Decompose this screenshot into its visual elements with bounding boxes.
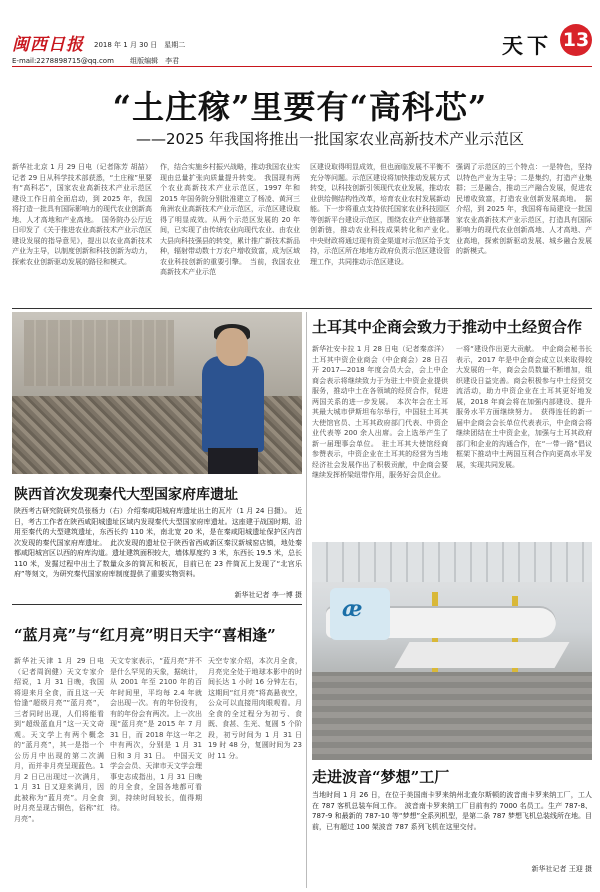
boeing-body: 当地时间 1 月 26 日，在位于美国南卡罗来纳州北查尔斯顿的波音南卡罗来纳工厂，工人在 787 客机总装车间工作。 波音南卡罗来纳工厂目前有约 7000 名员工。生产 787-8、787-9 和最新的 787-10 等“梦想”全系列机型，是第二条 787 梦想飞机总装线所在地。目前，已有超过 100 架波音 787 系列飞机在这里交付。 [312,791,592,831]
photo-hangar-roof [312,542,592,582]
photo-researcher-legs [208,448,258,474]
lead-headline: “土庄稼”里要有“高科芯” [112,88,488,126]
turkey-column-1: 新华社安卡拉 1 月 28 日电（记者秦彦洋）土耳其中资企业商会（中企商会）28 日召开 2017—2018 年度会员大会，会上中企商会表示将继续致力于为驻土中资企业提供服务，推动中土在各领域的经贸合作，促进两国关系的进一步发展。 本次年会在土耳其最大城市伊斯坦布尔举行，中国驻土耳其大使馆官员、土耳其政府部门代表、中资企业代表等 200 余人出席。会上选举产生了新一届理事会单位。 驻土耳其大使馆经商参赞表示，中资企业在土耳其的经营为当地经济社会发展作出了积极贡献，中企商会要继续发挥桥梁纽带作用，服务好会员企业。 [312,345,448,479]
shaanxi-credit: 新华社记者 李一博 摄 [234,591,302,599]
bluemoon-title: “蓝月亮”与“红月亮”明日天宇“喜相逢” [14,626,276,644]
issue-date: 2018 年 1 月 30 日 星期二 [94,41,186,49]
lead-bottom-rule [12,308,592,309]
boeing-title: 走进波音“梦想”工厂 [312,768,450,786]
boeing-credit: 新华社记者 王迎 摄 [531,865,592,873]
shaanxi-bottom-rule [12,604,302,605]
photo-researcher-head [216,328,248,366]
lead-column-4: 强调了示范区的三个特点：一是特色，坚持以特色产业为主导；二是集约，打造产业集群；三是融合，推动三产融合发展，促进农民增收致富，打造农业创新发展高地。 据介绍，到 2025 年，我国将布局建设一批国家农业高新技术产业示范区，打造具有国际影响力的现代农业创新高地、人才高地、产业高地，探索创新驱动发展、城乡融合发展的新模式。 [456,163,592,255]
bluemoon-column-2: 天文专家表示，“蓝月亮”并不是什么罕见的天象，据统计，从 2001 年至 2100 年的百年时间里，平均每 2.4 年就会出现一次。有的年份没有，有的年份会有两次。上一次出现“蓝月亮”是 2015 年 7 月 31 日，而 2018 年这一年之中有两次，分别是 1 月 31 日和 3 月 31 日。 中国天文学会会员、天津市天文学会理事史志成指出，1 月 31 日晚的月全食，全国各地都可看到，持续时间较长，值得期待。 [110,657,202,812]
page-editor: 组版编辑 李君 [130,57,180,65]
turkey-title: 土耳其中企商会致力于推动中土经贸合作 [312,318,583,336]
photo-aircraft-tail: æ [330,588,390,640]
bluemoon-column-3: 天空专家介绍，本次月全食，月亮完全处于地球本影中的时间长达 1 小时 16 分钟左右，这期间“红月亮”将高悬夜空，公众可以直接用肉眼观看。月全食的全过程分为初亏、食既、食甚、生光、复圆 5 个阶段，初亏时间为 1 月 31 日 19 时 48 分，复圆时间为 23 时 11 分。 [208,657,302,760]
column-divider [306,312,307,888]
bluemoon-column-1: 新华社天津 1 月 29 日电（记者周润健）天文专家介绍说，1 月 31 日晚，我国将迎来月全食，而且这一天恰逢“超级月亮”“蓝月亮”，三者同时出现，人们将能看到“超级蓝血月”这一天文奇观。天文学上有两个概念的“蓝月亮”，其一是指一个公历月中出现的第二次满月，而并非月亮呈现蓝色。1 月 2 日已出现过一次满月，1 月 31 日又迎来满月，因此被称为“蓝月亮”。月全食时月亮呈现古铜色，俗称“红月亮”。 [14,657,104,823]
masthead [0,0,600,72]
photo-aircraft-wing [394,642,569,668]
shaanxi-title: 陕西首次发现秦代大型国家府库遗址 [14,487,238,503]
photo-factory-floor [312,672,592,760]
masthead-contact [12,56,193,66]
section-title: 天下 [502,33,552,58]
lead-subhead: ——2025 年我国将推出一批国家农业高新技术产业示范区 [136,130,524,148]
shaanxi-body: 陕西考古研究院研究员张杨力（右）介绍秦咸阳城府库遗址出土的瓦片（1 月 24 日摄）。 近日，考古工作者在陕西咸阳城遗址区域内发现秦代大型国家府库遗址。这座建于战国时期、沿用至秦代的大型建筑遗址，东西长约 110 米，南北宽 20 米，是在秦咸阳城遗址保护区内首次发现的秦代国家府库遗址。 此次发现的遗址位于陕西省西咸新区秦汉新城窑店镇，地处秦都咸阳城宫区以西的府库沟道。遗址建筑面积较大，墙体厚度约 3 米，东西长 19.5 米，总长 110 米，发掘过程中出土了数量众多的筒瓦和板瓦，目前已在 23 件筒瓦上发现了“北宫乐府”等刻文，为研究秦代国家府库制度提供了重要实物资料。 [14,507,302,578]
newspaper-logo: 闽西日报 [12,35,84,55]
lead-column-2: 作，结合实施乡村振兴战略，推动我国农业实现由总量扩张向质量提升转变。 我国现有两个农业高新技术产业示范区，1997 年和 2015 年国务院分别批准建立了杨凌、黄河三角洲农业高新技术产业示范区，示范区建设取得了明显成效。从两个示范区发展的 20 年间，已实现了由传统农业向现代农业、由农业大县向科技强县的转变，累计推广新技术新品种，辐射带动数十万农户增收致富，成为区域农业科技创新的重要引擎。 当前，我国农业高新技术产业示范 [160,163,300,276]
masthead-divider [12,66,592,67]
boeing-factory-photo [312,542,592,760]
lead-column-3: 区建设取得明显成效，但也面临发展不平衡不充分等问题。示范区建设将加快推动发展方式转变，以科技创新引领现代农业发展，推动农业供给侧结构性改革，培育农业农村发展新动能。下一步将重点支持依托国家农业科技园区等创新平台建设示范区，围绕农业产业链部署创新链，推动农业科技成果转化和产业化。 中央财政将通过现有资金渠道对示范区给予支持，示范区所在地地方政府负责示范区建设管理工作，共同推动示范区建设。 [310,163,457,266]
qin-warehouse-photo [12,312,302,474]
photo-shelf [24,320,174,386]
page-number-badge: 13 [560,24,592,56]
photo-researcher-body [202,356,264,452]
contact-email: E-mail:2278898715@qq.com [12,57,114,65]
lead-column-1: 新华社北京 1 月 29 日电（记者陈芳 胡喆）记者 29 日从科学技术部获悉，“土庄稼”里要有“高科芯”，国家农业高新技术产业示范区建设工作日前全面启动，到 2025 年，我国将打造一批具有国际影响力的现代农业创新高地、人才高地和产业高地。 国务院办公厅近日印发了《关于推进农业高新技术产业示范区建设发展的指导意见》，提出以农业高新技术产业为主导，以制度创新和科技创新为动力，探索农业创新驱动发展的路径和模式。 [12,163,152,266]
turkey-column-2: 一将“建设作出更大贡献。 中企商会秘书长表示，2017 年是中企商会成立以来取得较大发展的一年，商会会员数量不断增加，组织建设日益完善。商会积极参与中土经贸交流活动，助力中资企业在土耳其更好地发展，2018 年商会将在加强内部建设、提升服务水平方面继续努力。 获得连任的新一届中企商会会长单位代表表示，中企商会将继续团结在土中资企业，加强与土耳其政府部门和企业的沟通合作，在“一带一路”倡议框架下推动中土两国互利合作向更高水平发展，实现共同发展。 [456,345,592,469]
